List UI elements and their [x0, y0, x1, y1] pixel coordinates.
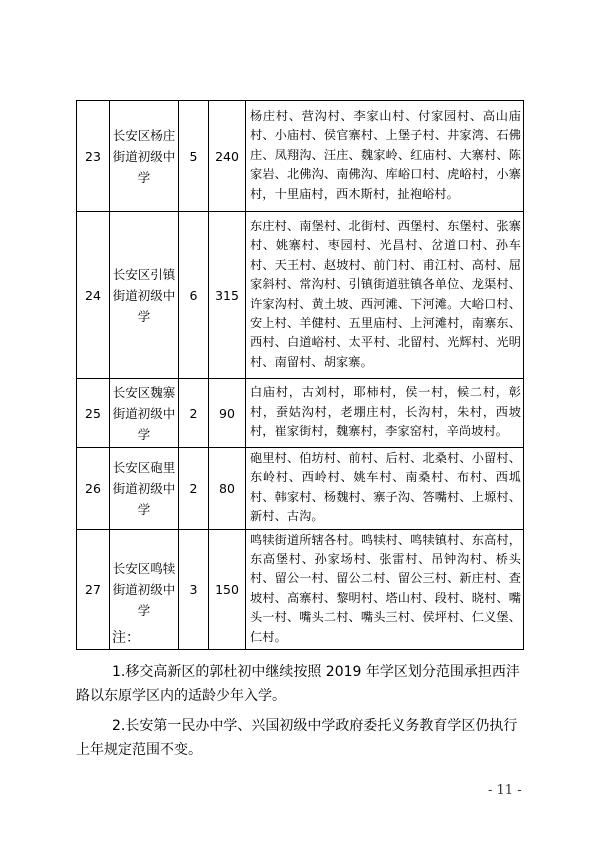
student-count: 80 [209, 448, 246, 530]
district-area: 鸣犊街道所辖各村。鸣犊村、鸣犊镇村、东高村，东高堡村、孙家场村、张雷村、吊钟沟村、桥头村、留公一村、留公二村、留公三村、新庄村、查坡村、高寨村、黎明村、塔山村、段村、晓村、嘴头一村、嘴头二村、嘴头三村、侯坪村、仁义堡、仁村。 [246, 529, 524, 649]
note-item: 1.移交高新区的郭杜初中继续按照 2019 年学区划分范围承担西沣路以东原学区内的适龄少年入学。 [76, 664, 520, 704]
row-number: 24 [77, 212, 110, 379]
school-name: 长安区砲里街道初级中学 [110, 448, 179, 530]
district-area: 白庙村，古刘村，耶柿村，侯一村，候二村，彰村，蚕姑沟村，老堋庄村，长沟村，朱村，西坡村，崔家街村，魏寨村，李家窑村，辛尚坡村。 [246, 379, 524, 448]
class-count: 2 [179, 379, 209, 448]
row-number: 23 [77, 101, 110, 212]
class-count: 3 [179, 529, 209, 649]
row-number: 26 [77, 448, 110, 530]
school-name: 长安区引镇街道初级中学 [110, 212, 179, 379]
class-count: 5 [179, 101, 209, 212]
table-row [77, 379, 524, 448]
district-area: 东庄村、南堡村、北街村、西堡村、东堡村、张寨村、姚寨村、枣园村、光昌村、岔道口村、孙车村、天王村、赵坡村、前门村、甫江村、高村、屈家斜村、常沟村、引镇街道驻镇各单位、龙渠村、许家沟村、黄土坡、西河滩、下河滩。大峪口村、安上村、羊健村、五里庙村、上河滩村，南寨东、西村、白道峪村、太平村、北留村、光辉村、光明村、南留村、胡家寨。 [246, 212, 524, 379]
district-area: 杨庄村、营沟村、李家山村、付家园村、高山庙村、小庙村、侯官寨村、上堡子村、井家湾、石佛庄、凤翔沟、汪庄、魏家岭、红庙村、大寨村、陈家岩、北佛沟、南佛沟、库峪口村、虎峪村，小寨村，十里庙村，西木斯村，扯袍峪村。 [246, 101, 524, 212]
notes-label: 注： [112, 630, 140, 646]
page-number: - 11 - [488, 783, 522, 798]
school-name: 长安区杨庄街道初级中学 [110, 101, 179, 212]
school-district-table [76, 100, 524, 650]
table-row [77, 212, 524, 379]
student-count: 240 [209, 101, 246, 212]
note-item: 2.长安第一民办中学、兴国初级中学政府委托义务教育学区仍执行上年规定范围不变。 [76, 718, 518, 758]
class-count: 2 [179, 448, 209, 530]
class-count: 6 [179, 212, 209, 379]
school-name: 长安区鸣犊街道初级中学 [110, 529, 179, 649]
student-count: 315 [209, 212, 246, 379]
table-row [77, 529, 524, 649]
table-row [77, 448, 524, 530]
school-name: 长安区魏寨街道初级中学 [110, 379, 179, 448]
student-count: 90 [209, 379, 246, 448]
row-number: 25 [77, 379, 110, 448]
table-row [77, 101, 524, 212]
district-area: 砲里村、伯坊村、前村、后村、北桑村、小留村、东岭村、西岭村、姚车村、南桑村、布村、西坬村、韩家村、杨魏村、寨子沟、答嘴村、上塬村、新村、古沟。 [246, 448, 524, 530]
row-number: 27 [77, 529, 110, 649]
student-count: 150 [209, 529, 246, 649]
